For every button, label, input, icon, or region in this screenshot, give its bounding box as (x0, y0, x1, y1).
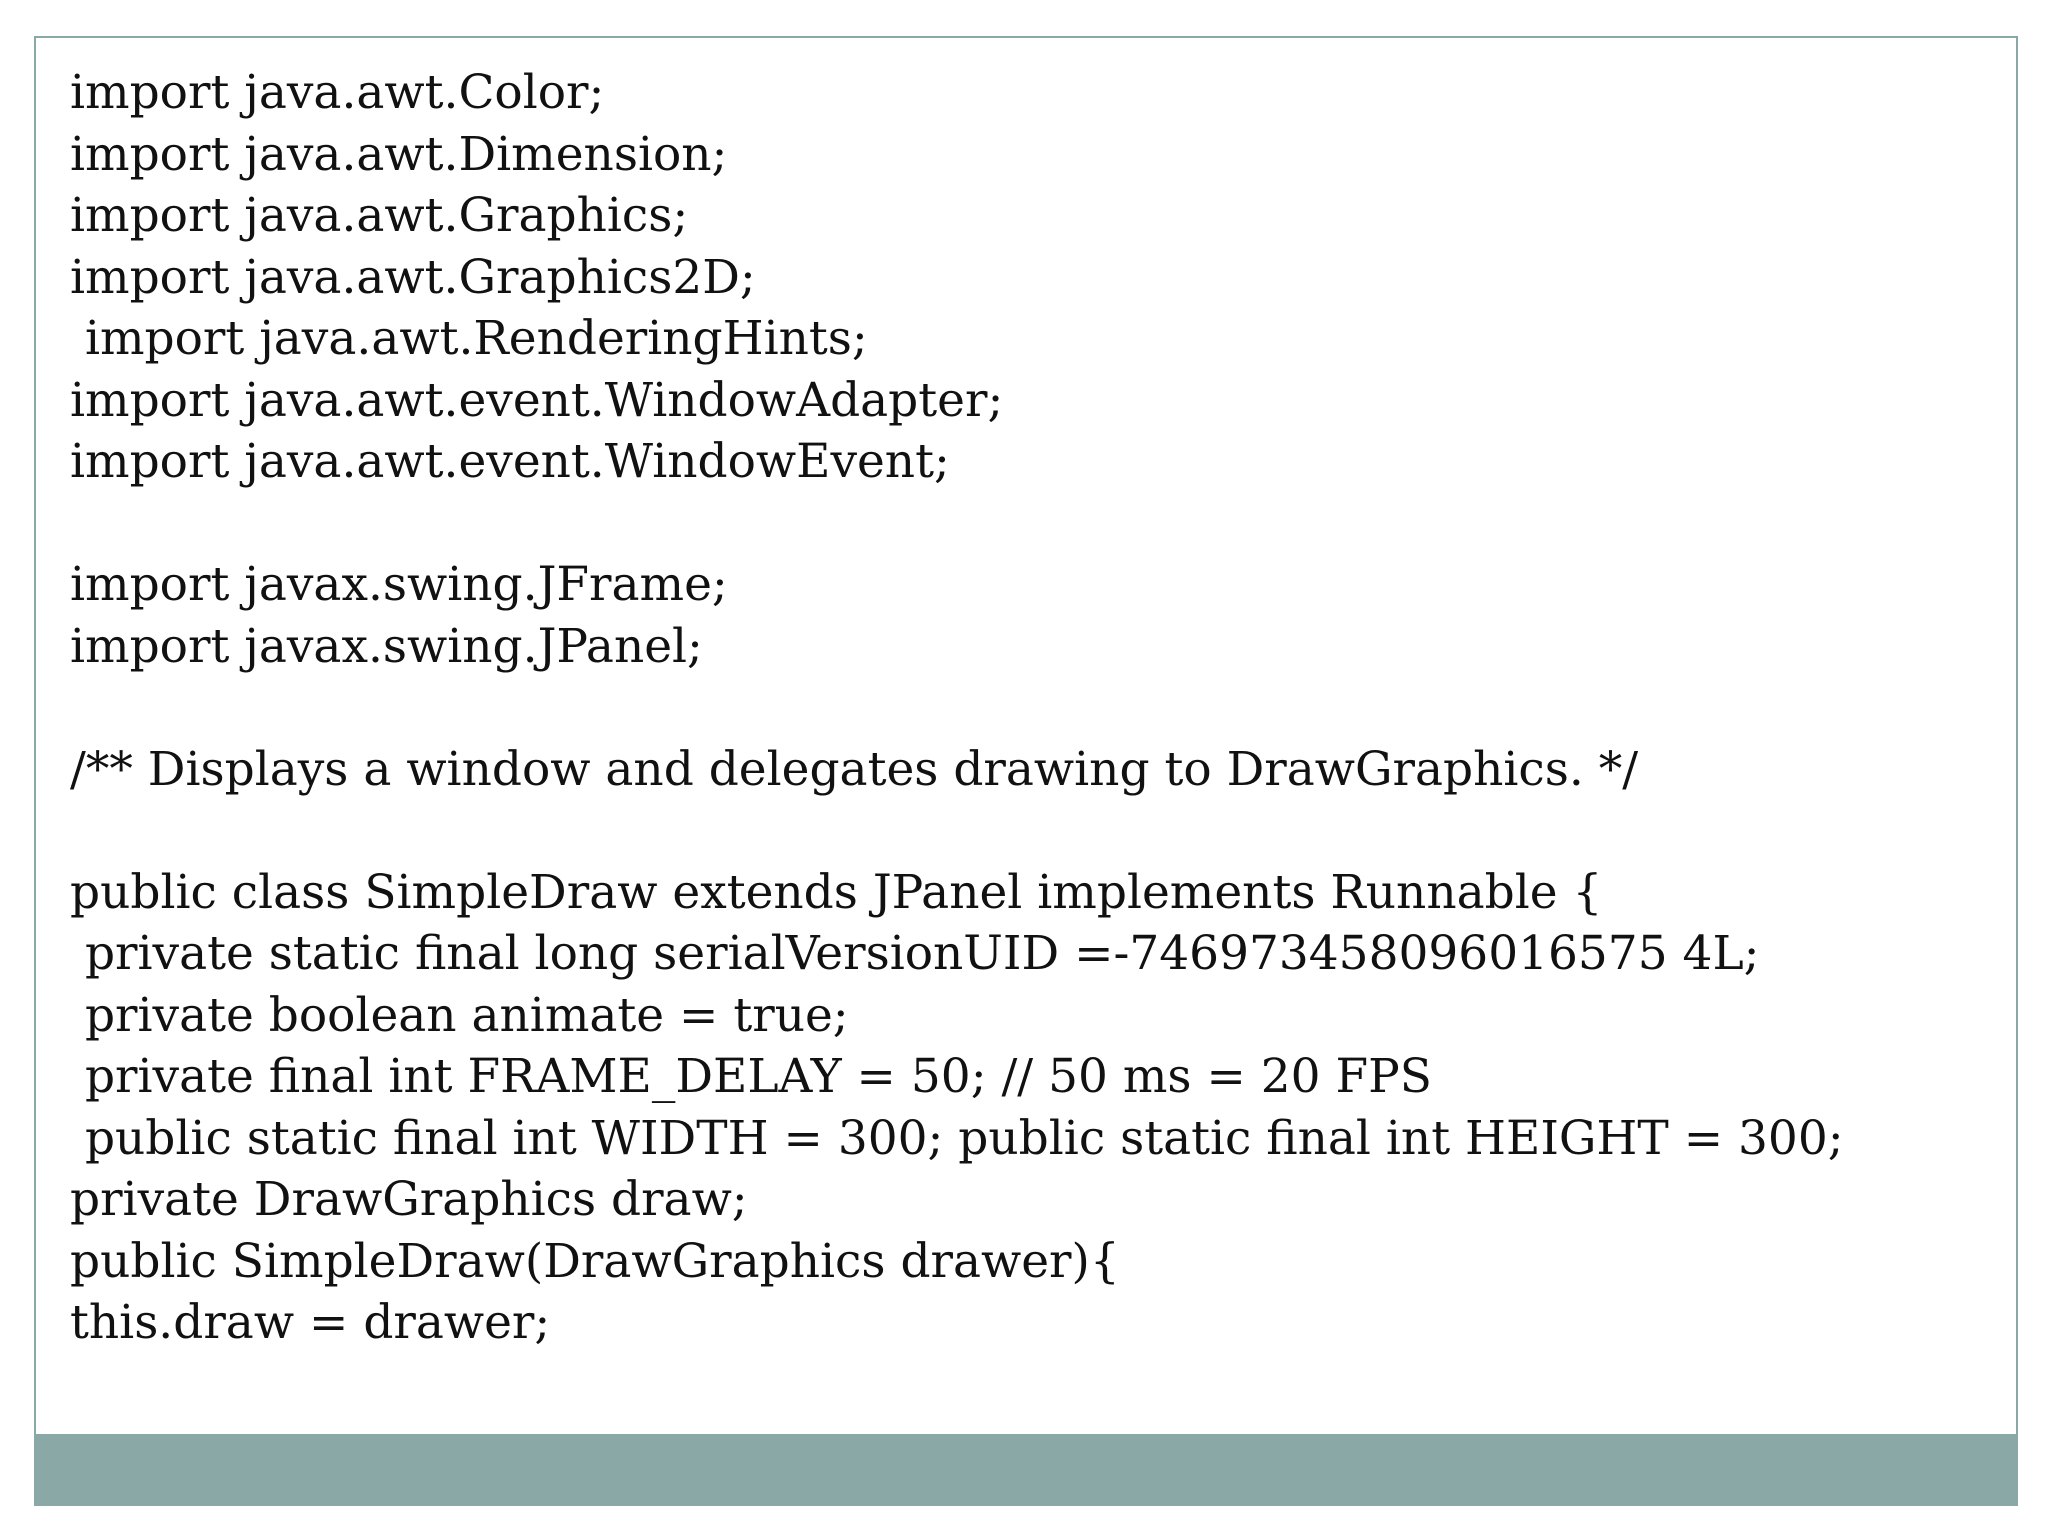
code-line: private boolean animate = true; (70, 987, 849, 1043)
code-line: import java.awt.Dimension; (70, 126, 728, 182)
slide-frame (34, 36, 2018, 1506)
code-line: private final int FRAME_DELAY = 50; // 50 ms = 20 FPS (70, 1049, 1432, 1104)
code-listing (70, 62, 1976, 1354)
blank-line (70, 677, 1976, 739)
code-line: this.draw = drawer; (70, 1295, 551, 1350)
code-line: import java.awt.event.WindowAdapter; (70, 372, 1004, 428)
code-line: import javax.swing.JFrame; (70, 557, 728, 612)
class-declaration-line: public class SimpleDraw extends JPanel implements Runnable { (70, 864, 1603, 920)
blank-line (70, 493, 1976, 555)
footer-band (36, 1434, 2016, 1504)
blank-line (70, 800, 1976, 862)
code-line: import java.awt.RenderingHints; (70, 311, 868, 366)
constructor-line: public SimpleDraw(DrawGraphics drawer){ (70, 1233, 1120, 1289)
code-line: private static final long serialVersionUID =-746973458096016575 4L; (70, 926, 1760, 981)
comment-line: /** Displays a window and delegates drawing to DrawGraphics. */ (70, 741, 1639, 797)
code-line: import java.awt.event.WindowEvent; (70, 434, 950, 489)
code-line: import java.awt.Color; (70, 65, 605, 120)
code-line: import javax.swing.JPanel; (70, 618, 703, 674)
code-line: import java.awt.Graphics2D; (70, 249, 756, 305)
code-line: import java.awt.Graphics; (70, 188, 689, 243)
code-line: public static final int WIDTH = 300; public static final int HEIGHT = 300; private DrawGraphics draw; (70, 1110, 1859, 1227)
